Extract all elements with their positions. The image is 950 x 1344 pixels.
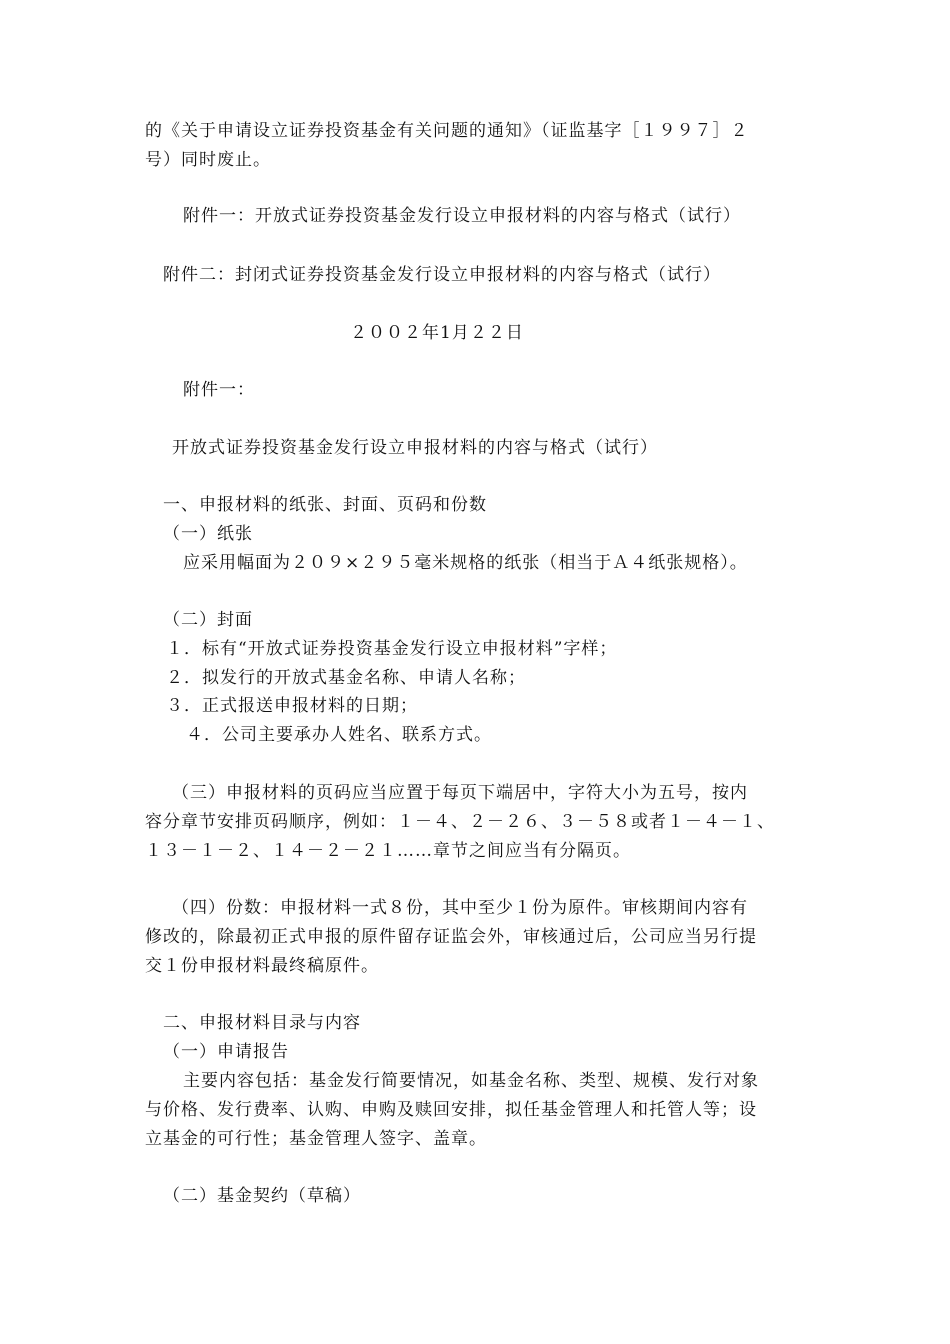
section-heading: 一、申报材料的纸张、封面、页码和份数	[163, 495, 487, 515]
attachment-1-reference: 附件一：开放式证券投资基金发行设立申报材料的内容与格式（试行）	[183, 206, 741, 226]
paragraph-line: 与价格、发行费率、认购、申购及赎回安排，拟任基金管理人和托管人等；设	[145, 1100, 757, 1120]
attachment-2-reference: 附件二：封闭式证券投资基金发行设立申报材料的内容与格式（试行）	[163, 265, 721, 285]
paragraph-line: 交１份申报材料最终稿原件。	[145, 956, 379, 976]
paragraph-line: （三）申报材料的页码应当应置于每页下端居中，字符大小为五号，按内	[172, 783, 748, 803]
paragraph-line: （四）份数：申报材料一式８份，其中至少１份为原件。审核期间内容有	[172, 898, 748, 918]
attachment-heading: 附件一：	[183, 380, 255, 400]
paragraph-line: 的《关于申请设立证券投资基金有关问题的通知》（证监基字［１９９７］２	[145, 121, 749, 141]
attachment-title: 开放式证券投资基金发行设立申报材料的内容与格式（试行）	[172, 438, 658, 458]
document-date: ２００２年1月２２日	[350, 323, 524, 343]
list-item: ３．正式报送申报材料的日期；	[166, 696, 418, 716]
paragraph-line: １３－１－２、１４－２－２１……章节之间应当有分隔页。	[145, 841, 631, 861]
subsection-heading: （二）封面	[163, 610, 253, 630]
paragraph-line: 容分章节安排页码顺序，例如：１－４、２－２６、３－５８或者１－４－１、	[145, 812, 775, 832]
list-item: ２．拟发行的开放式基金名称、申请人名称；	[166, 668, 526, 688]
paragraph-line: 应采用幅面为２０９×２９５毫米规格的纸张（相当于Ａ４纸张规格）。	[183, 553, 748, 573]
subsection-heading: （二）基金契约（草稿）	[163, 1186, 361, 1206]
paragraph-line: 主要内容包括：基金发行简要情况，如基金名称、类型、规模、发行对象	[183, 1071, 759, 1091]
subsection-heading: （一）申请报告	[163, 1042, 289, 1062]
paragraph-line: 修改的，除最初正式申报的原件留存证监会外，审核通过后，公司应当另行提	[145, 927, 757, 947]
paragraph-line: 立基金的可行性；基金管理人签字、盖章。	[145, 1129, 487, 1149]
subsection-heading: （一）纸张	[163, 524, 253, 544]
section-heading: 二、申报材料目录与内容	[163, 1013, 361, 1033]
list-item: １．标有“开放式证券投资基金发行设立申报材料”字样；	[166, 639, 618, 659]
paragraph-line: 号）同时废止。	[145, 150, 271, 170]
list-item: ４．公司主要承办人姓名、联系方式。	[186, 725, 492, 745]
